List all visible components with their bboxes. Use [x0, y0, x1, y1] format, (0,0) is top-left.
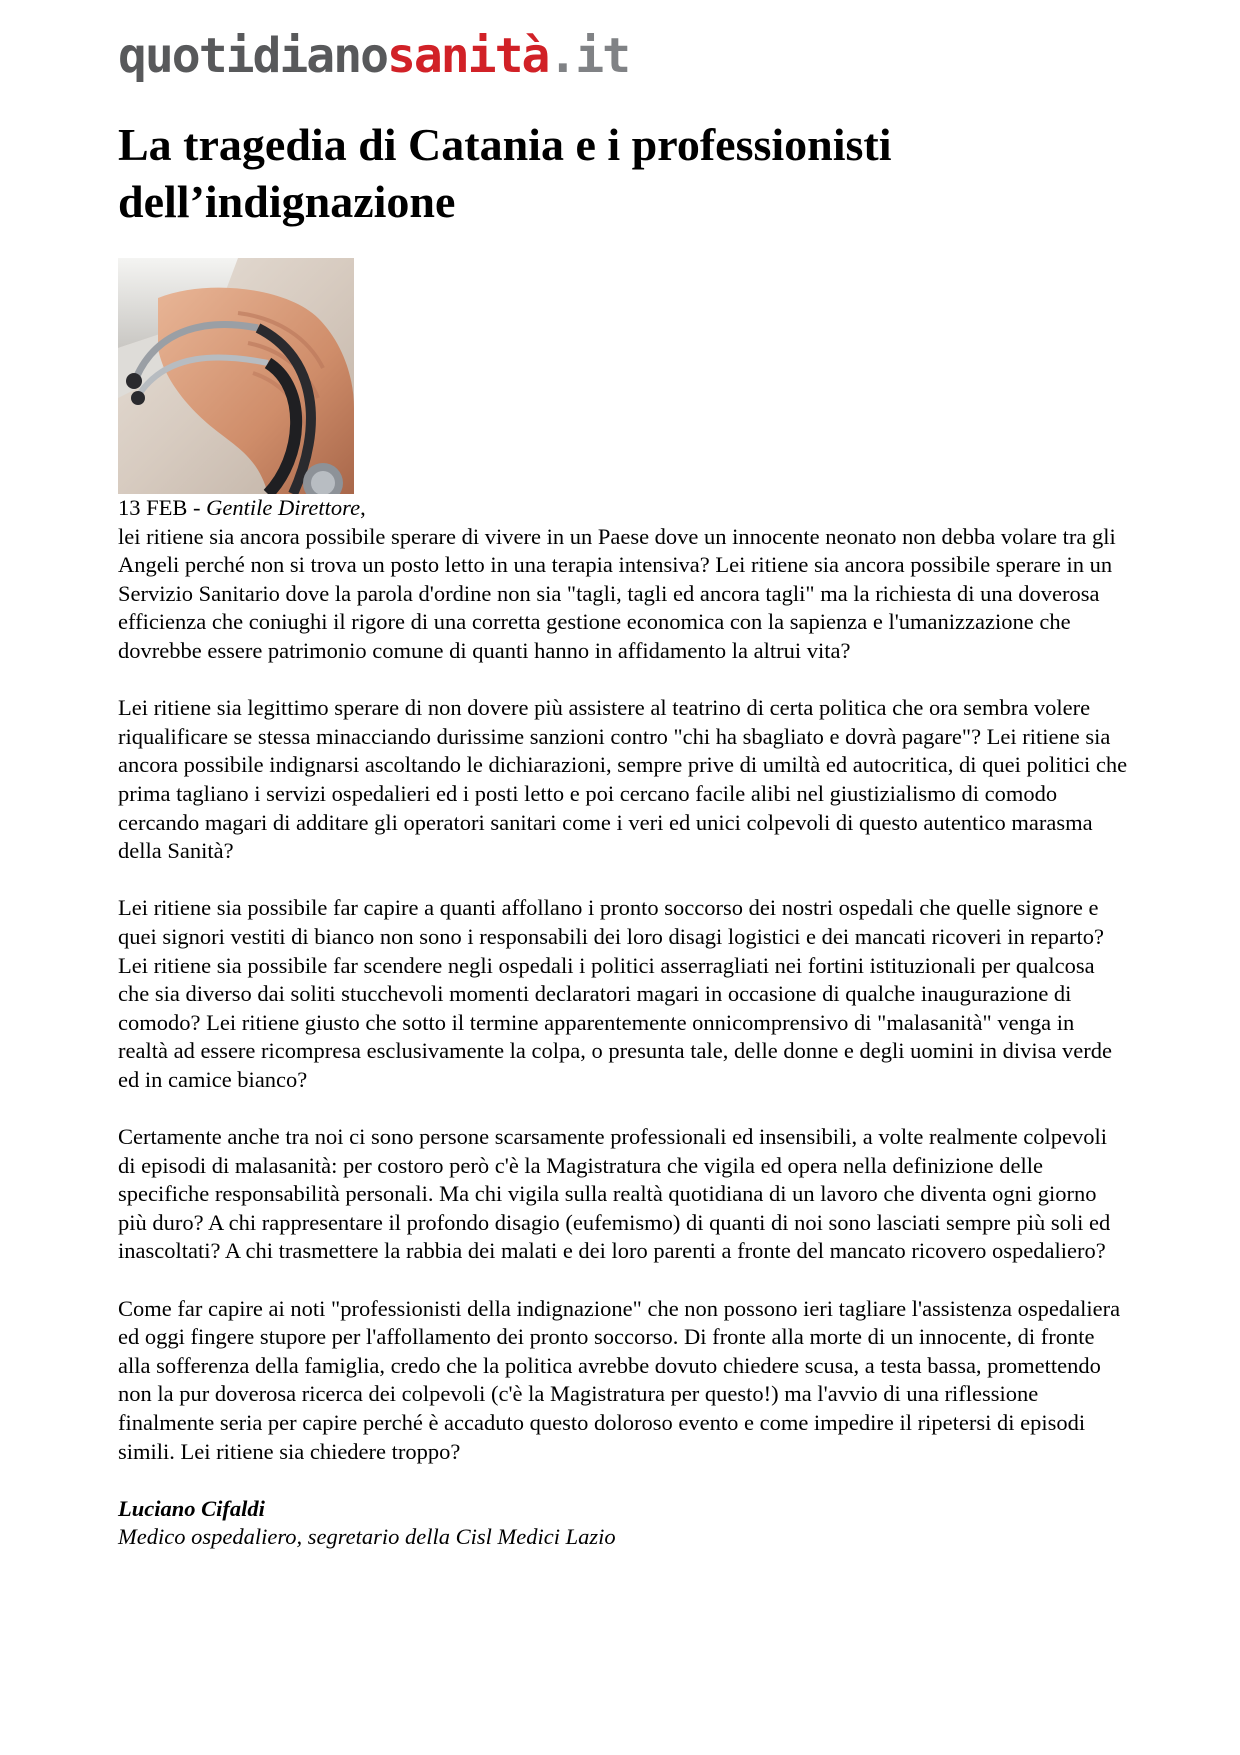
logo-part-quotidiano: quotidiano — [118, 28, 387, 84]
logo-part-sanita: sanità — [386, 28, 549, 84]
dateline — [118, 495, 366, 520]
paragraph-3: Lei ritiene sia possibile far capire a quanti affollano i pronto soccorso dei nostri ospedali che quelle signore e quei signori vestiti di bianco non sono i responsabili dei loro disagi logistici e dei mancati ricoveri in reparto? Lei ritiene sia possibile far scendere negli ospedali i politici asserragliati nei fortini istituzionali per qualcosa che sia diverso dai soliti stucchevoli momenti declaratori magari in occasione di qualche inaugurazione di comodo? Lei ritiene giusto che sotto il termine apparentemente onnicomprensivo di "malasanità" venga in realtà ad essere ricompresa esclusivamente la colpa, o presunta tale, delle donne e degli uomini in divisa verde ed in camice bianco? — [118, 895, 1112, 1092]
paragraph-5: Come far capire ai noti "professionisti della indignazione" che non possono ieri tagliare l'assistenza ospedaliera ed oggi fingere stupore per l'affollamento dei pronto soccorso. Di fronte alla morte di un innocente, di fronte alla sofferenza della famiglia, credo che la politica avrebbe dovuto chiedere scusa, a testa bassa, promettendo non la pur doverosa ricerca dei colpevoli (c'è la Magistratura per questo!) ma l'avvio di una riflessione finalmente seria per capire perché è accaduto questo doloroso evento e come impedire il ripetersi di episodi simili. Lei ritiene sia chiedere troppo? — [118, 1295, 1121, 1464]
author-role: Medico ospedaliero, segretario della Cisl Medici Lazio — [118, 1524, 616, 1550]
article-photo — [118, 258, 354, 494]
paragraph-2: Lei ritiene sia legittimo sperare di non dovere più assistere al teatrino di certa politica che ora sembra volere riqualificare se stessa minacciando durissime sanzioni contro "chi ha sbagliato e dovrà pagare"? Lei ritiene sia ancora possibile indignarsi ascoltando le dichiarazioni, sempre prive di umiltà ed autocritica, di quei politici che prima tagliano i servizi ospedalieri ed i posti letto e poi cercano facile alibi nel giustizialismo di comodo cercando magari di additare gli operatori sanitari come i veri ed unici colpevoli di questo autentico marasma della Sanità? — [118, 695, 1128, 864]
salutation-punct: , — [360, 495, 366, 520]
stethoscope-in-hand-image — [118, 258, 354, 494]
salutation: Gentile Direttore — [206, 495, 361, 520]
date-separator: - — [187, 495, 207, 520]
signature — [118, 1495, 1128, 1552]
logo-part-domain: .it — [548, 28, 630, 84]
letter-intro — [118, 494, 1128, 666]
site-logo[interactable] — [118, 26, 629, 86]
letter-body — [118, 494, 1128, 1552]
paragraph-4: Certamente anche tra noi ci sono persone scarsamente professionali ed insensibili, a volte realmente colpevoli di episodi di malasanità: per costoro però c'è la Magistratura che vigila ed opera nella definizione delle specifiche responsabilità personali. Ma chi vigila sulla realtà quotidiana di un lavoro che diventa ogni giorno più duro? A chi rappresentare il profondo disagio (eufemismo) di quanti di noi sono lasciati sempre più soli ed inascoltati? A chi trasmettere la rabbia dei malati e dei loro parenti a fronte del mancato ricovero ospedaliero? — [118, 1124, 1111, 1264]
article-date: 13 FEB — [118, 495, 188, 520]
article-title: La tragedia di Catania e i professionisti dell’indignazione — [118, 119, 892, 227]
paragraph-1: lei ritiene sia ancora possibile sperare di vivere in un Paese dove un innocente neonato non debba volare tra gli Angeli perché non si trova un posto letto in una terapia intensiva? Lei ritiene sia ancora possibile sperare in un Servizio Sanitario dove la parola d'ordine non sia "tagli, tagli ed ancora tagli" ma la richiesta di una doverosa efficienza che coniughi il rigore di una corretta gestione economica con la sapienza e l'umanizzazione che dovrebbe essere patrimonio comune di quanti hanno in affidamento la altrui vita? — [118, 523, 1116, 663]
author-name: Luciano Cifaldi — [118, 1495, 265, 1521]
